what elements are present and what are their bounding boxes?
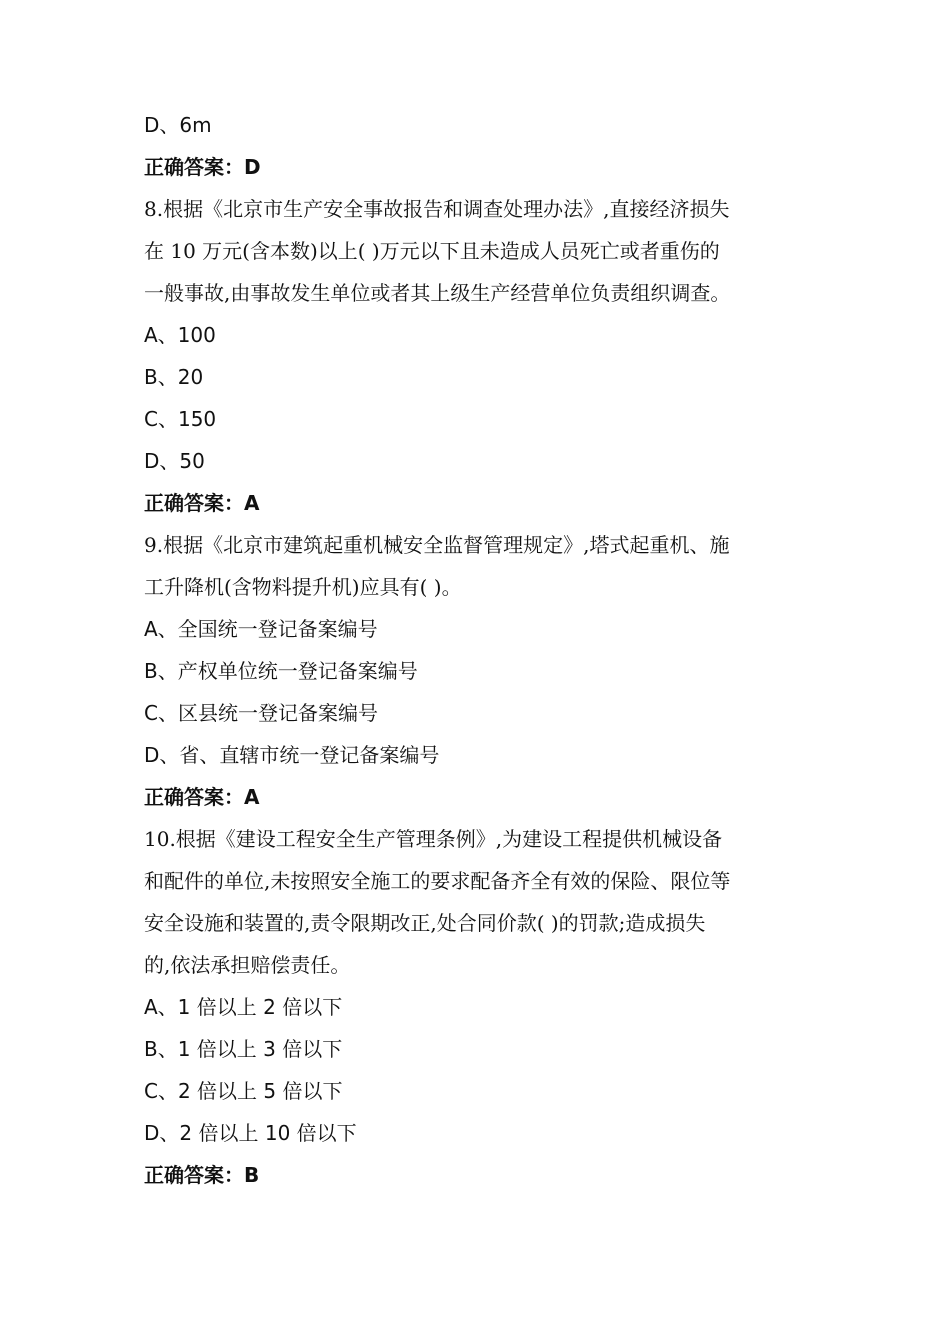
correct-answer: 正确答案：D <box>144 155 261 179</box>
question-8-text: 一般事故,由事故发生单位或者其上级生产经营单位负责组织调查。 <box>144 281 731 305</box>
question-9-text: 9.根据《北京市建筑起重机械安全监督管理规定》,塔式起重机、施 <box>144 533 730 557</box>
question-8-answer: 正确答案：A <box>144 491 260 515</box>
question-8-option-b: B、20 <box>144 365 204 389</box>
question-8-text: 在 10 万元(含本数)以上( )万元以下且未造成人员死亡或者重伤的 <box>144 239 720 263</box>
option-d: D、6m <box>144 113 212 137</box>
question-10-text: 安全设施和装置的,责令限期改正,处合同价款( )的罚款;造成损失 <box>144 911 706 935</box>
question-8-option-c: C、150 <box>144 407 217 431</box>
question-9-option-c: C、区县统一登记备案编号 <box>144 701 378 725</box>
question-10-option-b: B、1 倍以上 3 倍以下 <box>144 1037 343 1061</box>
question-10-option-c: C、2 倍以上 5 倍以下 <box>144 1079 343 1103</box>
question-10-text: 和配件的单位,未按照安全施工的要求配备齐全有效的保险、限位等 <box>144 869 731 893</box>
question-9-option-d: D、省、直辖市统一登记备案编号 <box>144 743 440 767</box>
question-10-text: 10.根据《建设工程安全生产管理条例》,为建设工程提供机械设备 <box>144 827 723 851</box>
question-8-text: 8.根据《北京市生产安全事故报告和调查处理办法》,直接经济损失 <box>144 197 730 221</box>
question-9-text: 工升降机(含物料提升机)应具有( )。 <box>144 575 462 599</box>
question-9-option-a: A、全国统一登记备案编号 <box>144 617 378 641</box>
question-9-answer: 正确答案：A <box>144 785 260 809</box>
question-10-text: 的,依法承担赔偿责任。 <box>144 953 351 977</box>
question-9-option-b: B、产权单位统一登记备案编号 <box>144 659 418 683</box>
question-10-option-a: A、1 倍以上 2 倍以下 <box>144 995 343 1019</box>
question-10-option-d: D、2 倍以上 10 倍以下 <box>144 1121 357 1145</box>
document-page <box>144 104 810 1196</box>
question-8-option-d: D、50 <box>144 449 205 473</box>
question-8-option-a: A、100 <box>144 323 216 347</box>
question-10-answer: 正确答案：B <box>144 1163 260 1187</box>
